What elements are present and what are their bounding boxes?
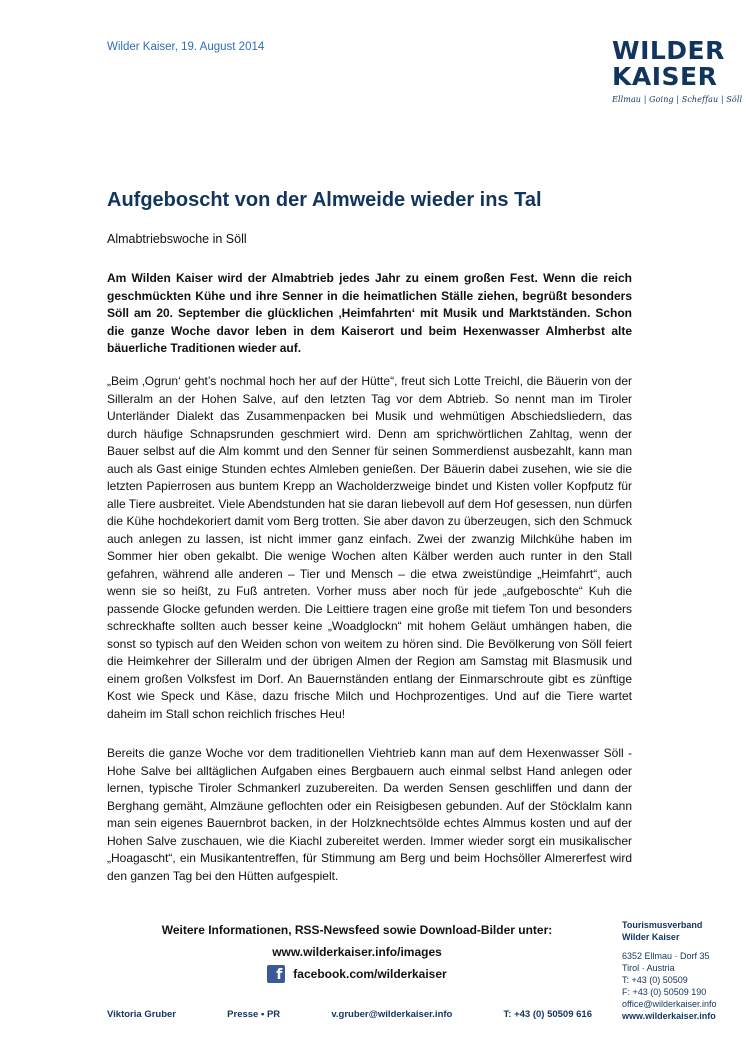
footer-phone: T: +43 (0) 50509 616 [503,1009,592,1020]
contact-address-1: 6352 Ellmau · Dorf 35 [622,951,710,961]
facebook-icon: f [267,965,285,983]
page-title: Aufgeboscht von der Almweide wieder ins Tal [107,189,542,211]
more-info-block [107,919,607,985]
contact-web-link[interactable]: www.wilderkaiser.info [622,1011,716,1021]
contact-org-line-2: Wilder Kaiser [622,932,680,942]
footer-email-link[interactable]: v.gruber@wilderkaiser.info [331,1009,453,1020]
logo-line-2: KAISER [612,62,718,91]
body-paragraph-1: „Beim ‚Ogrun‘ geht’s nochmal hoch her auf der Hütte“, freut sich Lotte Treichl, die Bäuerin von der Silleralm an der Hohen Salve, auf den letzten Tag vor dem Abtrieb. So nennt man im Tiroler Unterländer Dialekt das Zusammenpacken bei Musik und wehmütigen Abschiedsliedern, das durch häufige Schnapsrunden geschmiert wird. Denn am sprichwörtlichen Zahltag, wenn der Bauer selbst auf die Alm kommt und den Senner für seinen Sommerdienst ausbezahlt, kann man auch als Gast einige Stunden echtes Almleben genießen. Der Bäuerin dabei zusehen, wie sie die letzten Papierrosen aus buntem Krepp an Wacholderzweige bindet und Kisten voller Kopfputz für alle Tiere ausbreitet. Viele Abendstunden hat sie daran liebevoll auf dem Hof gesessen, nun dürfen die Kühe hochdekoriert damit vom Berg trotten. Sie aber davon zu überzeugen, sich den Schmuck auch anlegen zu lassen, ist nicht immer ganz einfach. Zwei der zwanzig Milchkühe haben im Sommer hier oben gekalbt. Die wenige Wochen alten Kälber werden auch runter in den Stall gefahren, während alle anderen – Tier und Mensch – die etwa zweistündige „Heimfahrt“, auch wenn sie so heißt, zu Fuß antreten. Vorher muss aber noch für jede „aufgeboschte“ Kuh die passende Glocke gefunden werden. Die Leittiere tragen eine große mit tiefem Ton und besonders schreckhafte sollten auch besser keine „Woadglockn“ mit hohem Geläut umhängen haben, die sonst so typisch auf den Weiden schon von weitem zu hören sind. Die Bevölkerung von Söll feiert die Heimkehrer der Silleralm und der übrigen Almen der Region am Samstag mit Blasmusik und einem großen Volksfest im Dorf. An Bauernständen entlang der Einmarschroute gibt es zünftige Kost wie Speck und Käse, dazu frische Milch und Hochprozentiges. Und auf die Tiere wartet daheim im Stall schon reichlich frisches Heu! [107,374,632,721]
images-link[interactable]: www.wilderkaiser.info/images [272,945,442,959]
facebook-row[interactable] [107,963,607,985]
contact-address-2: Tirol · Austria [622,963,675,973]
subtitle: Almabtriebswoche in Söll [107,232,247,246]
more-info-text: Weitere Informationen, RSS-Newsfeed sowie Download-Bilder unter: [161,923,553,937]
footer-name: Viktoria Gruber [107,1009,176,1020]
contact-box [622,919,746,1022]
contact-email-link[interactable]: office@wilderkaiser.info [622,999,717,1009]
contact-tel: T: +43 (0) 50509 [622,975,688,985]
contact-org-line-1: Tourismusverband [622,920,703,930]
lead-paragraph: Am Wilden Kaiser wird der Almabtrieb jedes Jahr zu einem großen Fest. Wenn die reich geschmückten Kühe und ihre Senner in die heimatlichen Ställe ziehen, begrüßt besonders Söll am 20. September die glücklichen ‚Heimfahrten‘ mit Musik und Marktständen. Schon die ganze Woche davor leben in dem Kaiserort und beim Hexenwasser Almherbst alte bäuerliche Traditionen wieder auf. [107,271,632,355]
dateline: Wilder Kaiser, 19. August 2014 [107,41,265,53]
contact-fax: F: +43 (0) 50509 190 [622,987,707,997]
body-paragraph-2: Bereits die ganze Woche vor dem traditionellen Viehtrieb kann man auf dem Hexenwasser Söll - Hohe Salve bei alltäglichen Aufgaben eines Bergbauern auch einmal selbst Hand anlegen oder lernen, typische Tiroler Schmankerl zuzubereiten. Da werden Sensen geschliffen und dann der Berghang gemäht, Almzäune geflochten oder ein Reisigbesen gebunden. Auf der Stöcklalm kann man sein eigenes Bauernbrot backen, in der Holzknechtsölde echtes Almmus kosten und auf der Hohen Salve zuschauen, wie die Kiachl zubereitet werden. Immer wieder sorgt ein musikalischer „Hoagascht“, ein Musikantentreffen, für Stimmung am Berg und beim Hochsöller Almererfest wird den ganzen Tag bei den Hütten aufgespielt. [107,746,632,883]
wilder-kaiser-logo [612,36,743,104]
facebook-link[interactable]: facebook.com/wilderkaiser [293,967,447,981]
footer [107,1009,592,1020]
logo-line-1: WILDER [612,36,725,65]
logo-places: Ellmau | Going | Scheffau | Söll [612,95,743,104]
footer-role: Presse • PR [227,1009,281,1020]
